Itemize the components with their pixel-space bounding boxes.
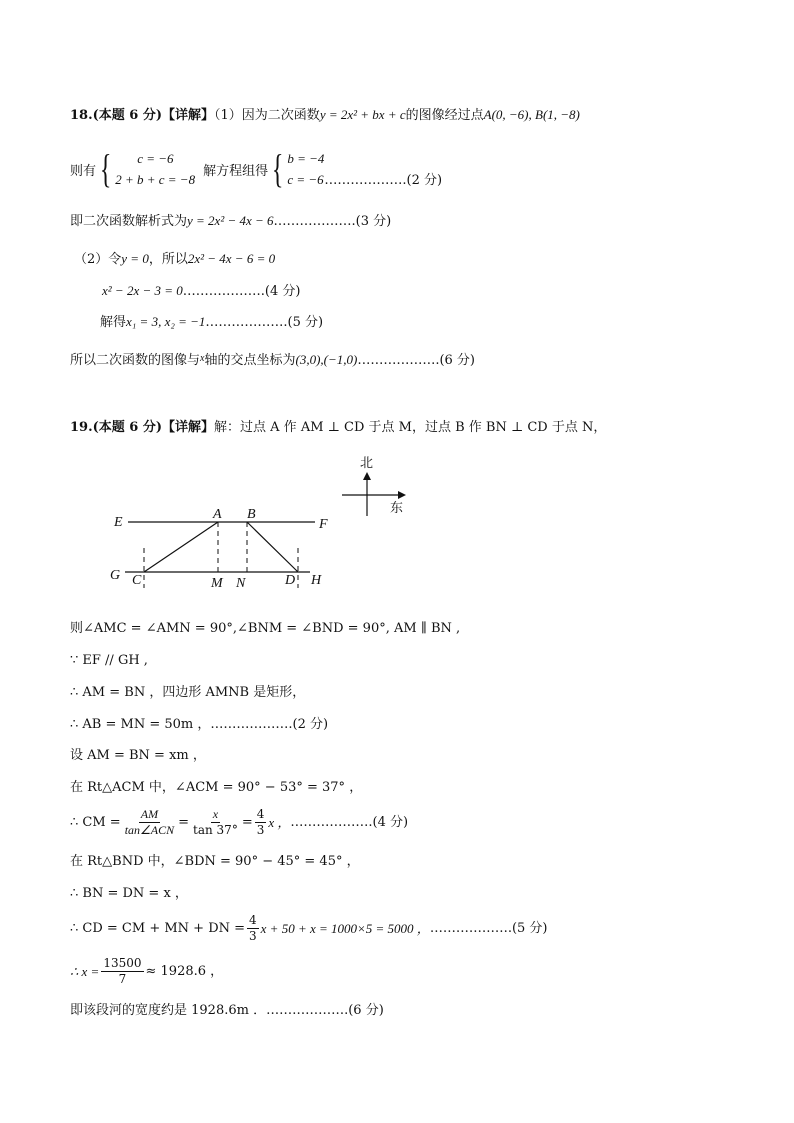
q19-l7-score: ……………….(4 分) [290,814,409,830]
q19-l7-line: ∴ CM = $\frac{AM}{\text{tan∠ACN}}$ = $\frac{x}{\tan 37^\circ}$ = $\frac{4}{3}$ x ， ……………….(4 分) [70,807,409,837]
label-h: H [311,573,322,588]
q19-l11-line [70,956,223,987]
q19-l5: 设 AM = BN = xm ， [70,748,206,763]
q19-l10-pre: ∴ CD = CM + MN + DN = [70,920,246,936]
label-d: D [285,573,296,588]
q19-l10-post: x + 50 + x = 1000×5 = 5000 ， [260,920,430,936]
q18-eq2-line [102,282,300,301]
q18-system-line [70,148,442,190]
label-e: E [114,515,123,530]
q19-l10-line [70,913,548,944]
q18-header: 18.(本题 6 分)【详解】 [70,108,215,123]
q19-l4-line [70,716,328,734]
q18-final-pts: (3,0),(−1,0) [295,352,358,367]
segment-bd [247,522,298,572]
label-f: F [319,517,328,532]
q18-part2-a: （2）令 [74,252,122,267]
q19-l11-frac [101,956,143,987]
q19-intro: 解：过点 A 作 AM ⊥ CD 于点 M，过点 B 作 BN ⊥ CD 于点 N， [214,420,607,435]
q18-solve2-line [100,313,323,332]
q18-solve-label: 解方程组得 [203,163,269,179]
q19-l10-frac [247,913,259,944]
q19-l7-f3-num: 4 [256,807,265,821]
label-g: G [110,568,121,583]
q19-l4-score: ……………….(2 分) [210,717,329,732]
q19-l7-f1-num: AM [140,807,159,821]
q19-l7-f1-den: tan∠ACN [124,823,175,837]
q19-l9: ∴ BN = DN = x ， [70,886,188,901]
q18-part2-eq: 2x² − 4x − 6 = 0 [187,251,276,266]
q19-l12: 即该段河的宽度约是 1928.6m ． [70,1003,267,1018]
q19-l7-f3-den: 3 [256,823,265,837]
q19-l12-line [70,1002,384,1020]
q18-system-2 [287,148,324,190]
q18-score-5: ……………….(5 分) [205,315,324,330]
q18-part2-b: ，所以 [148,252,188,267]
label-a: A [213,507,222,522]
q18-system-1 [115,148,195,190]
q18-score-6: ……………….(6 分) [357,353,476,368]
q18-sys1-l1: c = −6 [137,151,174,166]
q19-l7-eq: = [178,814,190,830]
q18-result-label: 即二次函数解析式为 [70,214,188,229]
q18-points: A(0, −6), B(1, −8) [483,107,580,122]
q18-part2-line [74,250,275,269]
q19-l11-pre: ∴ x = [70,963,100,979]
q18-final-line [70,350,475,370]
q19-l10-score: ……………….(5 分) [429,920,548,936]
q18-solve2-label: 解得 [100,315,127,330]
q18-result-line [70,212,391,231]
compass-east-label: 东 [390,501,404,516]
q19-l7-post: x ， [268,814,291,830]
q18-final-x: x [200,353,205,364]
q19-l10-f-den: 3 [249,929,257,943]
q19-l6: 在 Rt△ACM 中，∠ACM = 90° − 53° = 37° ， [70,780,363,795]
q18-part2-y: y = 0 [121,251,149,266]
label-b: B [247,507,256,522]
q19-l8: 在 Rt△BND 中，∠BDN = 90° − 45° = 45° ， [70,854,360,869]
q19-l10-f-num: 4 [249,913,257,927]
q18-intro: （1）因为二次函数 [214,108,320,123]
compass-north-arrow [363,472,371,480]
q19-line1 [70,419,606,437]
q18-final-a: 所以二次函数的图像与 [70,353,201,368]
q18-score-3: ……………….(3 分) [273,214,392,229]
q19-l7-frac2 [191,807,240,838]
label-n: N [236,576,246,591]
q19-l2: ∵ EF // GH , [70,653,148,668]
compass-north-label: 北 [360,456,374,471]
compass-east-arrow [398,491,406,499]
q19-l7-pre: ∴ CM = [70,814,121,830]
q18-line1 [70,106,580,125]
q18-final-b: 轴的交点坐标为 [204,353,296,368]
q19-l11-f-den: 7 [118,972,127,986]
q18-sys2-l2: c = −6 [287,172,324,187]
q19-l7-frac1 [123,807,176,838]
label-m: M [211,576,223,591]
q18-brace-1: { [99,146,112,191]
q19-l1: 则∠AMC = ∠AMN = 90°,∠BNM = ∠BND = 90°, AM ∥ BN , [70,621,461,636]
segment-ac [144,522,218,572]
q18-score-2: ……………….(2 分) [324,173,443,188]
q19-l7-frac3 [255,807,267,838]
q18-intro2: 的图像经过点 [405,108,484,123]
river-diagram [100,448,420,593]
q18-solve2-expr: x₁ = 3, x₂ = −1 [126,314,206,329]
q19-l3: ∴ AM = BN ，四边形 AMNB 是矩形， [70,685,306,700]
q19-header: 19.(本题 6 分)【详解】 [70,420,215,435]
q19-l11-post: ≈ 1928.6 ， [145,963,224,979]
q18-sys2-l1: b = −4 [287,151,325,166]
q19-l12-score: ……………….(6 分) [266,1003,384,1018]
q18-then-label: 则有 [70,163,97,179]
q18-sys1-l2: 2 + b + c = −8 [115,172,196,187]
q18-brace-2: { [271,146,284,191]
q18-result-expr: y = 2x² − 4x − 6 [187,213,274,228]
q19-l4: ∴ AB = MN = 50m ， [70,717,211,732]
q18-eq2: x² − 2x − 3 = 0 [102,283,183,298]
q18-score-4: ……………….(4 分) [182,284,301,299]
q19-l7-f2-den: tan 37° [193,823,238,837]
q19-l11-f-num: 13500 [103,956,142,970]
q18-func: y = 2x² + bx + c [319,107,406,122]
label-c: C [132,573,142,588]
q19-l7-f2-num: x [212,807,219,821]
